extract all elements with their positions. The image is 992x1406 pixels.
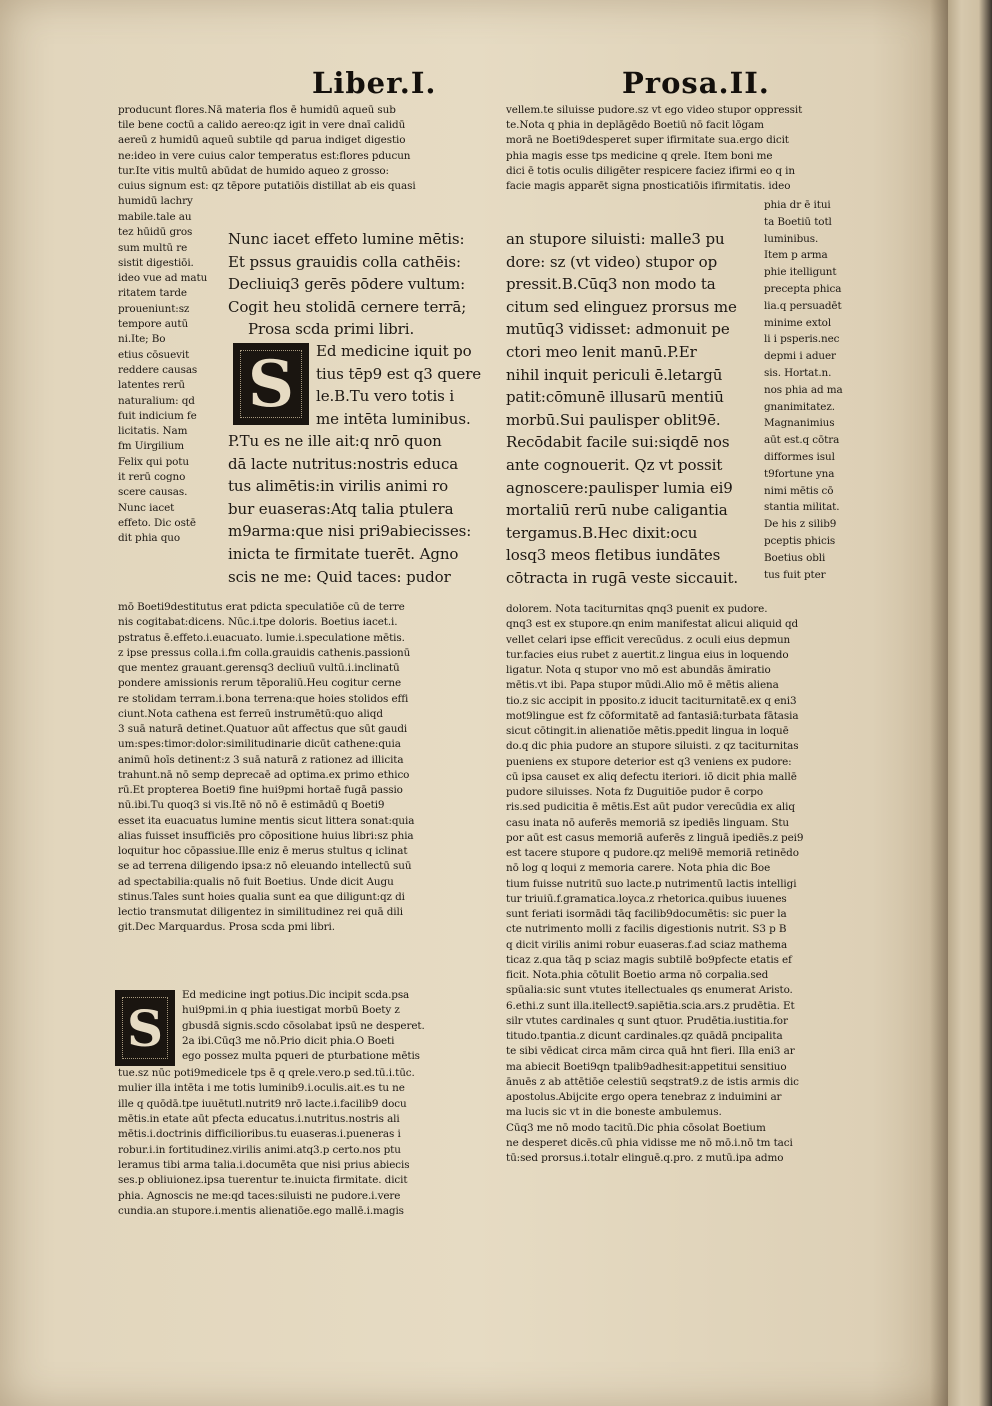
- left-top-commentary: producunt flores.Nā materia flos ē humidū aqueū sub tile bene coctū a calido aereo:qz igit in vere dnaī calidū aereū z humidū aqueū subtile qd parua indiget digestio ne:ideo in vere cuius calor temperatus est:flores pducun tur.Ite vitis multū abūdat de humido aqueo z grosso: cuius signum est: qz tēpore putatiōis distillat ab eis quasi humidū lachry: [118, 104, 416, 208]
- right-narrow-gloss: phia dr ē itui ta Boetiū totl luminibus. Item p arma phie itelligunt precepta phica lia.q persuadēt minime extol li i psperis.nec depmi i aduer sis. Hortat.n. nos phia ad ma gnanimitatez. Magnanimius aūt est.q cōtra difformes isul t9fortune yna nimi mētis cō stantia militat. De his z silib9 pceptis phicis Boetius obli tus fuit pter: [764, 199, 843, 581]
- verse-left: Nunc iacet effeto lumine mētis: Et pssus grauidis colla cathēis: Decliuiq3 gerēs pōdere vultum: Cogit heu stolidā cernere terrā; Prosa scda primi libri.: [228, 230, 467, 339]
- facing-page-edge: [948, 0, 992, 1406]
- prosa-text-left: P.Tu es ne ille ait:q nrō quon dā lacte nutritus:nostris educa tus alimētis:in virilis animi ro bur euaseras:Atq talia ptulera m9arma:que nisi pri9abiecisses: inicta te firmitate tuerēt. Agno scis ne me: Quid taces: pudor: [228, 432, 472, 586]
- right-top-commentary: vellem.te siluisse pudore.sz vt ego video stupor oppressit te.Nota q phia in deplāgēdo Boetiū nō facit lōgam morā ne Boeti9desperet super ifirmitate sua.ergo dicit phia magis esse tps medicine q qrele. Item boni me dici ē totis oculis diligēter respicere faciez ifirmi eo q in facie magis apparēt signa pnosticatiōis ifirmitatis. ideo: [506, 104, 803, 193]
- small-initial-s: S: [115, 990, 175, 1066]
- left-commentary-initial: Ed medicine ingt potius.Dic incipit scda.psa hui9pmi.in q phia iuestigat morbū Boety z gbusdā signis.scdo cōsolabat ipsū ne desperet. 2a ibi.Cūq3 me nō.Prio dicit phia.O Boeti ego possez multa pqueri de pturbatione mētis: [182, 989, 425, 1063]
- left-commentary-end: tue.sz nūc poti9medicele tps ē q qrele.vero.p sed.tū.i.tūc. mulier illa intēta i me totis luminib9.i.oculis.ait.es tu ne ille q quōdā.tpe iuuētutl.nutrit9 nrō lacte.i.facilib9 docu mētis.in etate aūt pfecta educatus.i.nutritus.nostris ali mētis.i.doctrinis difficilioribus.tu euaseras.i.pueneras i robur.i.in fortitudinez.virilis animi.atq3.p certo.nos ptu leramus tibi arma talia.i.documēta que nisi prius abiecis ses.p obliuionez.ipsa tuerentur te.inuicta firmitate. dicit phia. Agnoscis ne me:qd taces:siluisti ne pudore.i.vere cundia.an stupore.i.mentis alienatiōe.ego mallē.i.magis: [118, 1067, 415, 1218]
- left-narrow-gloss: mabile.tale au tez hūidū gros sum multū re sistit digestiōi. ideo vue ad matu ritatem tarde proueniunt:sz tempore autū ni.Ite; Bo etius cōsuevit reddere causas latentes rerū naturalium: qd fuit indicium fe licitatis. Nam fm Uirgilium Felix qui potu it rerū cogno scere causas. Nunc iacet effeto. Dic ostē dit phia quo: [118, 211, 208, 545]
- prosa-opening: Ed medicine iquit po tius tēp9 est q3 quere le.B.Tu vero totis i me intēta luminibus.: [316, 342, 482, 428]
- right-commentary: dolorem. Nota taciturnitas qnq3 puenit ex pudore. qnq3 est ex stupore.qn enim manifestat alicui aliquid qd vellet celari ipse efficit verecūdus. z oculi eius depmun tur.facies eius rubet z auertit.z lingua eius in loquendo ligatur. Nota q stupor vno mō est abundās āmiratio mētis.vt ibi. Papa stupor mūdi.Alio mō ē mētis aliena tio.z sic accipit in pposito.z iducit taciturnitatē.ex q eni3 mot9lingue est fz cōformitatē ad fantasiā:turbata fātasia sicut cōtingit.in alienatiōe mētis.ppedit lingua in loquē do.q dic phia pudore an stupore siluisti. z qz taciturnitas pueniens ex stupore deterior est q3 veniens ex pudore: cū ipsa causet ex aliq defectu iteriori. iō dicit phia mallē pudore siluisses. Nota fz Duguitiōe pudor ē corpo ris.sed pudicitia ē mētis.Est aūt pudor verecūdia ex aliq casu inata nō auferēs memoriā sz ipediēs linguam. Stu por aūt est casus memoriā auferēs z linguā ipediēs.z pei9 est tacere stupore q pudore.qz meli9ē memoriā retinēdo nō log q loqui z memoria carere. Nota phia dic Boe tium fuisse nutritū suo lacte.p nutrimentū lactis intelligi tur triuiū.f.gramatica.loyca.z rhetorica.quibus iuuenes sunt feriati isormādi tāq facilib9documētis: sic puer la cte nutrimento molli z facilis digestionis nutrit. S3 p B q dicit virilis animi robur euaseras.f.ad sciaz mathema ticaz z.qua tāq p sciaz magis subtilē bo9pfecte etatis ef ficit. Nota.phia cōtulit Boetio arma nō corpalia.sed spūalia:sic sunt vtutes itellectuales qs enumerat Aristo. 6.ethi.z sunt illa.itellect9.sapiētia.scia.ars.z prudētia. Et silr vtutes cardinales q sunt qtuor. Prudētia.iustitia.for titudo.tpantia.z dicunt cardinales.qz quādā pncipalita te sibi vēdicat circa mām circa quā hnt fieri. Illa eni3 ar ma abiecit Boeti9qn tpalib9adhesit:appetitui sensitiuo ānuēs z ab attētiōe celestiū seqstrat9.z de istis armis dic apostolus.Abijcite ergo opera tenebraz z induimini ar ma lucis sic vt in die boneste ambulemus. Cūq3 me nō modo tacitū.Dic phia cōsolat Boetium ne desperet dicēs.cū phia vidisse me nō mō.i.nō tm taci tū:sed prorsus.i.totalr elinguē.q.pro. z mutū.ipa admo: [506, 603, 804, 1164]
- decorated-initial-s: S: [233, 343, 309, 425]
- running-head-right: Prosa.II.: [622, 66, 770, 100]
- verse-right: an stupore siluisti: malle3 pu dore: sz (vt video) stupor op pressit.B.Cūq3 non modo ta citum sed elinguez prorsus me mutūq3 vidisset: admonuit pe ctori meo lenit manū.P.Er nihil inquit periculi ē.letargū patit:cōmunē illusarū mentiū morbū.Sui paulisper oblit9ē. Recōdabit facile sui:siqdē nos ante cognouerit. Qz vt possit agnoscere:paulisper lumia ei9 mortaliū rerū nube caligantia tergamus.B.Hec dixit:ocu losq3 meos fletibus iundātes cōtracta in rugā veste siccauit.: [506, 230, 739, 587]
- running-head-left: Liber.I.: [312, 66, 437, 100]
- left-commentary: mō Boeti9destitutus erat pdicta speculatiōe cū de terre nis cogitabat:dicens. Nūc.i.tpe doloris. Boetius iacet.i. pstratus ē.effeto.i.euacuato. lumie.i.speculatione mētis. z ipse pressus colla.i.fm colla.grauidis cathenis.passionū que mentez grauant.gerensq3 decliuū vultū.i.inclinatū pondere amissionis rerum tēporaliū.Heu cogitur cerne re stolidam terram.i.bona terrena:que hoies stolidos effi ciunt.Nota cathena est ferreū instrumētū:quo aliqd 3 suā naturā detinet.Quatuor aūt affectus que sūt gaudi um:spes:timor:dolor:similitudinarie dicūt cathene:quia animū hoīs detinent:z 3 suā naturā z rationez ad illicita trahunt.nā nō semp deprecaē ad optima.ex primo ethico rū.Et propterea Boeti9 fine hui9pmi hortaē fugā passio nū.ibi.Tu quoq3 si vis.Itē nō nō ē estimādū q Boeti9 esset ita euacuatus lumine mentis sicut littera sonat:quia alias fuisset insufficiēs pro cōpositione huius libri:sz phia loquitur hoc cōpassiue.Ille eniz ē merus stultus q iclinat se ad terrena diligendo ipsa:z nō eleuando intellectū suū ad spectabilia:qualis nō fuit Boetius. Unde dicit Augu stinus.Tales sunt hoies qualia sunt ea que diligunt:qz di lectio transmutat diligentez in similitudinez rei quā dili git.Dec Marquardus. Prosa scda pmi libri.: [118, 601, 415, 934]
